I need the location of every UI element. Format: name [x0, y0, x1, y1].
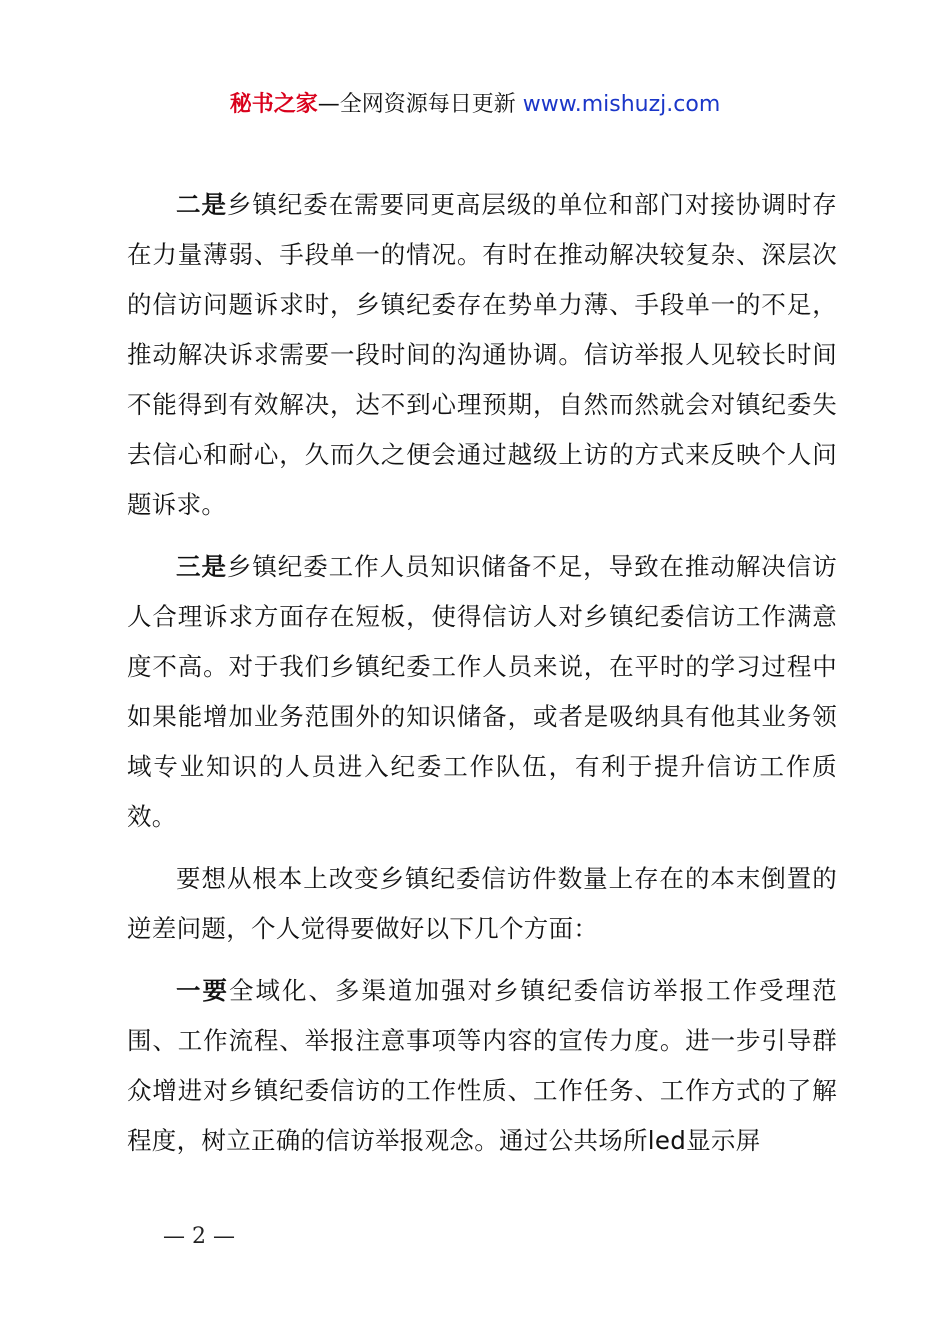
- page-number: — 2 —: [163, 1224, 235, 1249]
- paragraph-lead: 三是: [176, 552, 227, 581]
- paragraph-sanda: [127, 542, 837, 842]
- paragraph-text: 全域化、多渠道加强对乡镇纪委信访举报工作受理范围、工作流程、举报注意事项等内容的宣传力度。进一步引导群众增进对乡镇纪委信访的工作性质、工作任务、工作方式的了解程度，树立正确的信访举报观念。通过公共场所led显示屏: [127, 976, 837, 1155]
- paragraph-lead: 二是: [176, 190, 227, 219]
- paragraph-text: 乡镇纪委工作人员知识储备不足，导致在推动解决信访人合理诉求方面存在短板，使得信访人对乡镇纪委信访工作满意度不高。对于我们乡镇纪委工作人员来说，在平时的学习过程中如果能增加业务范围外的知识储备，或者是吸纳具有他其业务领域专业知识的人员进入纪委工作队伍，有利于提升信访工作质效。: [127, 552, 837, 831]
- paragraph-erda: [127, 180, 837, 530]
- document-body: [127, 180, 837, 1178]
- paragraph-lead: 一要: [176, 976, 230, 1005]
- paragraph-intro: [127, 854, 837, 954]
- paragraph-text: 乡镇纪委在需要同更高层级的单位和部门对接协调时存在力量薄弱、手段单一的情况。有时在推动解决较复杂、深层次的信访问题诉求时，乡镇纪委存在势单力薄、手段单一的不足，推动解决诉求需要一段时间的沟通协调。信访举报人见较长时间不能得到有效解决，达不到心理预期，自然而然就会对镇纪委失去信心和耐心，久而久之便会通过越级上访的方式来反映个人问题诉求。: [127, 190, 837, 519]
- paragraph-text: 要想从根本上改变乡镇纪委信访件数量上存在的本末倒置的逆差问题，个人觉得要做好以下几个方面：: [127, 864, 837, 943]
- site-tagline: —全网资源每日更新: [317, 92, 516, 117]
- site-url-link[interactable]: www.mishuzj.com: [522, 92, 721, 117]
- site-header: [0, 88, 950, 122]
- site-brand: 秘书之家: [229, 92, 318, 117]
- paragraph-yiyao: [127, 966, 837, 1166]
